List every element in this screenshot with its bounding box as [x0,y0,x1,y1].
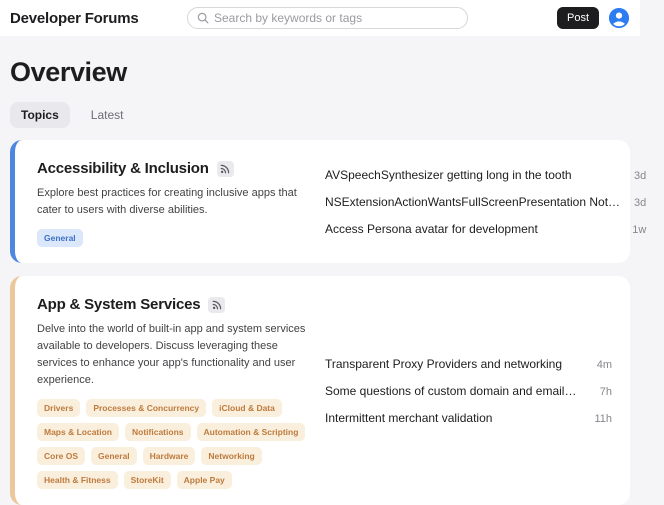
topic-tag[interactable]: Automation & Scripting [197,423,306,441]
main-content [0,57,647,505]
topic-tag[interactable]: General [37,229,83,247]
rss-feed-icon[interactable] [217,161,234,177]
topic-description: Delve into the world of built-in app and system services available to developers. Discuss leveraging these services to enhance your app's functionality and user experience. [37,323,306,387]
thread-link[interactable] [325,161,646,188]
tab-topics[interactable]: Topics [10,102,70,128]
topic-title[interactable]: App & System Services [37,296,201,314]
topic-info [15,276,317,505]
thread-time: 11h [594,412,612,425]
topic-description: Explore best practices for creating inclusive apps that cater to users with diverse abilities. [37,187,297,217]
page-title: Overview [10,57,127,87]
view-tabs [10,102,630,128]
thread-time: 7h [599,385,612,398]
topic-tag[interactable]: Health & Fitness [37,471,118,489]
topic-tag[interactable]: Core OS [37,447,85,465]
thread-time: 1w [632,223,647,236]
topic-card [10,140,647,263]
topic-tags [37,399,307,489]
topic-tag[interactable]: General [91,447,137,465]
thread-time: 3d [634,169,647,182]
thread-title: Transparent Proxy Providers and networking [325,356,562,371]
topic-tag[interactable]: Drivers [37,399,80,417]
topic-tag[interactable]: Processes & Concurrency [86,399,206,417]
topic-tag[interactable]: Networking [201,447,261,465]
topic-thread-list [317,276,630,505]
thread-link[interactable] [325,404,612,431]
account-avatar-icon[interactable] [608,7,630,29]
thread-title: AVSpeechSynthesizer getting long in the tooth [325,167,572,182]
topic-tag[interactable]: Hardware [143,447,196,465]
thread-link[interactable] [325,377,612,404]
search-input[interactable] [214,11,458,25]
search-icon [197,12,209,24]
thread-title: NSExtensionActionWantsFullScreenPresentation Not… [325,194,621,209]
topic-tag[interactable]: iCloud & Data [212,399,282,417]
header-actions [557,7,630,29]
search-bar[interactable] [187,7,468,29]
topic-card [10,276,630,505]
topic-title[interactable]: Accessibility & Inclusion [37,160,209,177]
thread-title: Access Persona avatar for development [325,221,538,236]
thread-time: 4m [596,358,612,371]
app-header [0,0,640,36]
thread-link[interactable] [325,215,646,242]
topic-tag[interactable]: Apple Pay [177,471,232,489]
post-button[interactable]: Post [557,7,599,29]
topic-tag[interactable]: StoreKit [124,471,171,489]
topic-tag[interactable]: Maps & Location [37,423,119,441]
tab-latest[interactable]: Latest [80,102,135,128]
topics-list [10,140,647,505]
thread-link[interactable] [325,350,612,377]
thread-time: 3d [634,196,647,209]
topic-tag[interactable]: Notifications [125,423,190,441]
thread-link[interactable] [325,188,646,215]
topic-thread-list [317,140,664,263]
brand-title[interactable]: Developer Forums [10,9,139,27]
thread-title: Intermittent merchant validation [325,410,493,425]
rss-feed-icon[interactable] [208,297,225,313]
topic-tags [37,229,307,247]
topic-info [15,140,317,263]
thread-title: Some questions of custom domain and email… [325,383,577,398]
